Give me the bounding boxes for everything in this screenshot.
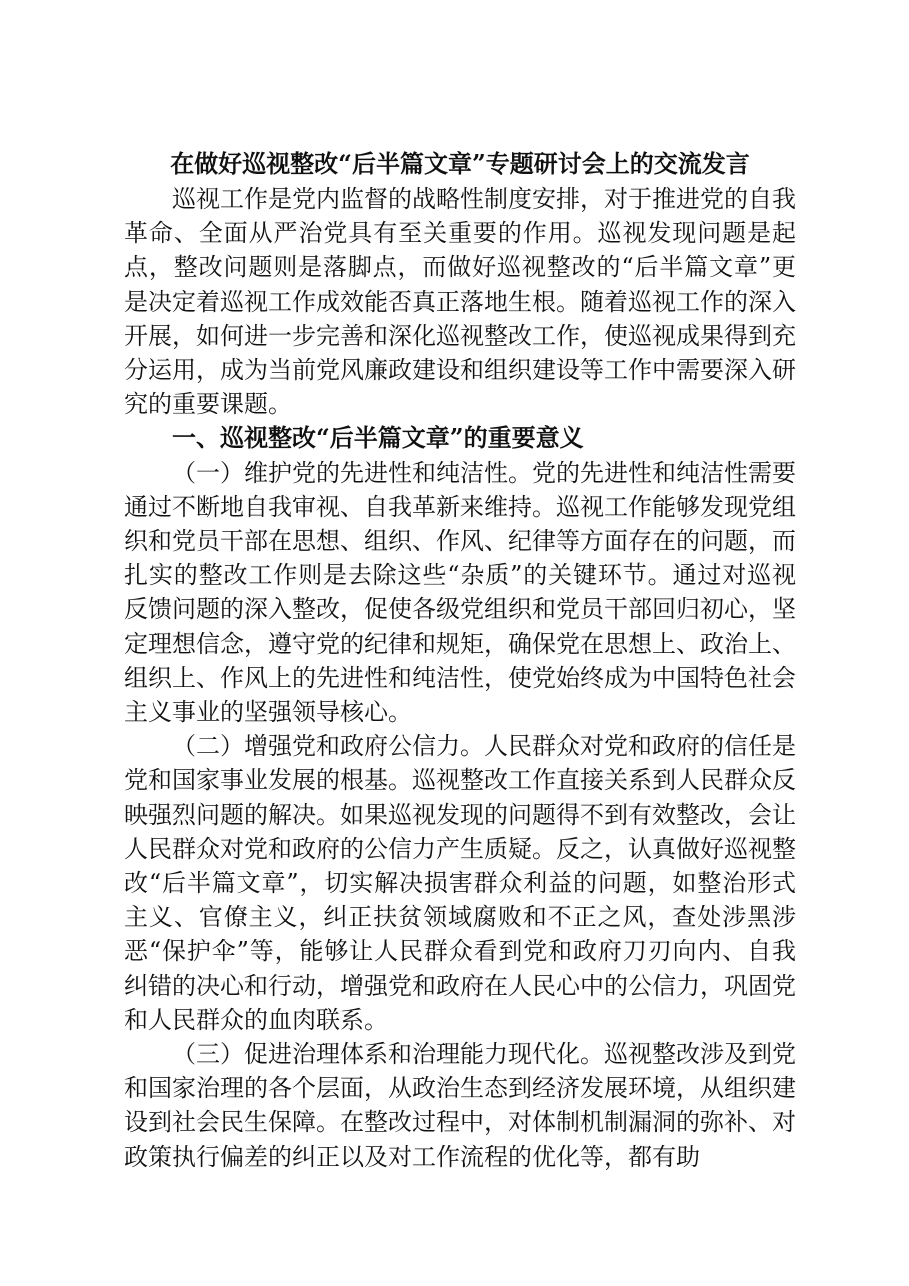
document-page [124, 146, 796, 1174]
point-paragraph-1 [124, 456, 796, 730]
point-body-2: 人民群众对党和政府的信任是党和国家事业发展的根基。巡视整改工作直接关系到人民群众反映强烈问题的解决。如果巡视发现的问题得不到有效整改，会让人民群众对党和政府的公信力产生质疑。反之，认真做好巡视整改“后半篇文章”，切实解决损害群众利益的问题，如整治形式主义、官僚主义，纠正扶贫领域腐败和不正之风，查处涉黑涉恶“保护伞”等，能够让人民群众看到党和政府刀刃向内、自我纠错的决心和行动，增强党和政府在人民心中的公信力，巩固党和人民群众的血肉联系。 [124, 732, 796, 1034]
point-body-3: 巡视整改涉及到党和国家治理的各个层面，从政治生态到经济发展环境，从组织建设到社会民生保障。在整改过程中，对体制机制漏洞的弥补、对政策执行偏差的纠正以及对工作流程的优化等，都有助 [124, 1040, 796, 1171]
point-lead-2: （二）增强党和政府公信力。 [172, 732, 484, 761]
point-body-1: 党的先进性和纯洁性需要通过不断地自我审视、自我革新来维持。巡视工作能够发现党组织和党员干部在思想、组织、作风、纪律等方面存在的问题，而扎实的整改工作则是去除这些“杂质”的关键环节。通过对巡视反馈问题的深入整改，促使各级党组织和党员干部回归初心，坚定理想信念，遵守党的纪律和规矩，确保党在思想上、政治上、组织上、作风上的先进性和纯洁性，使党始终成为中国特色社会主义事业的坚强领导核心。 [124, 458, 796, 727]
point-paragraph-2 [124, 729, 796, 1037]
section-heading: 一、巡视整改“后半篇文章”的重要意义 [172, 423, 584, 453]
document-title: 在做好巡视整改“后半篇文章”专题研讨会上的交流发言 [170, 149, 750, 178]
point-paragraph-3 [124, 1037, 796, 1174]
intro-paragraph: 巡视工作是党内监督的战略性制度安排，对于推进党的自我革命、全面从严治党具有至关重要的作用。巡视发现问题是起点，整改问题则是落脚点，而做好巡视整改的“后半篇文章”更是决定着巡视工作成效能否真正落地生根。随着巡视工作的深入开展，如何进一步完善和深化巡视整改工作，使巡视成果得到充分运用，成为当前党风廉政建设和组织建设等工作中需要深入研究的重要课题。 [124, 185, 796, 419]
point-lead-3: （三）促进治理体系和治理能力现代化。 [172, 1040, 604, 1069]
point-lead-1: （一）维护党的先进性和纯洁性。 [172, 458, 532, 487]
